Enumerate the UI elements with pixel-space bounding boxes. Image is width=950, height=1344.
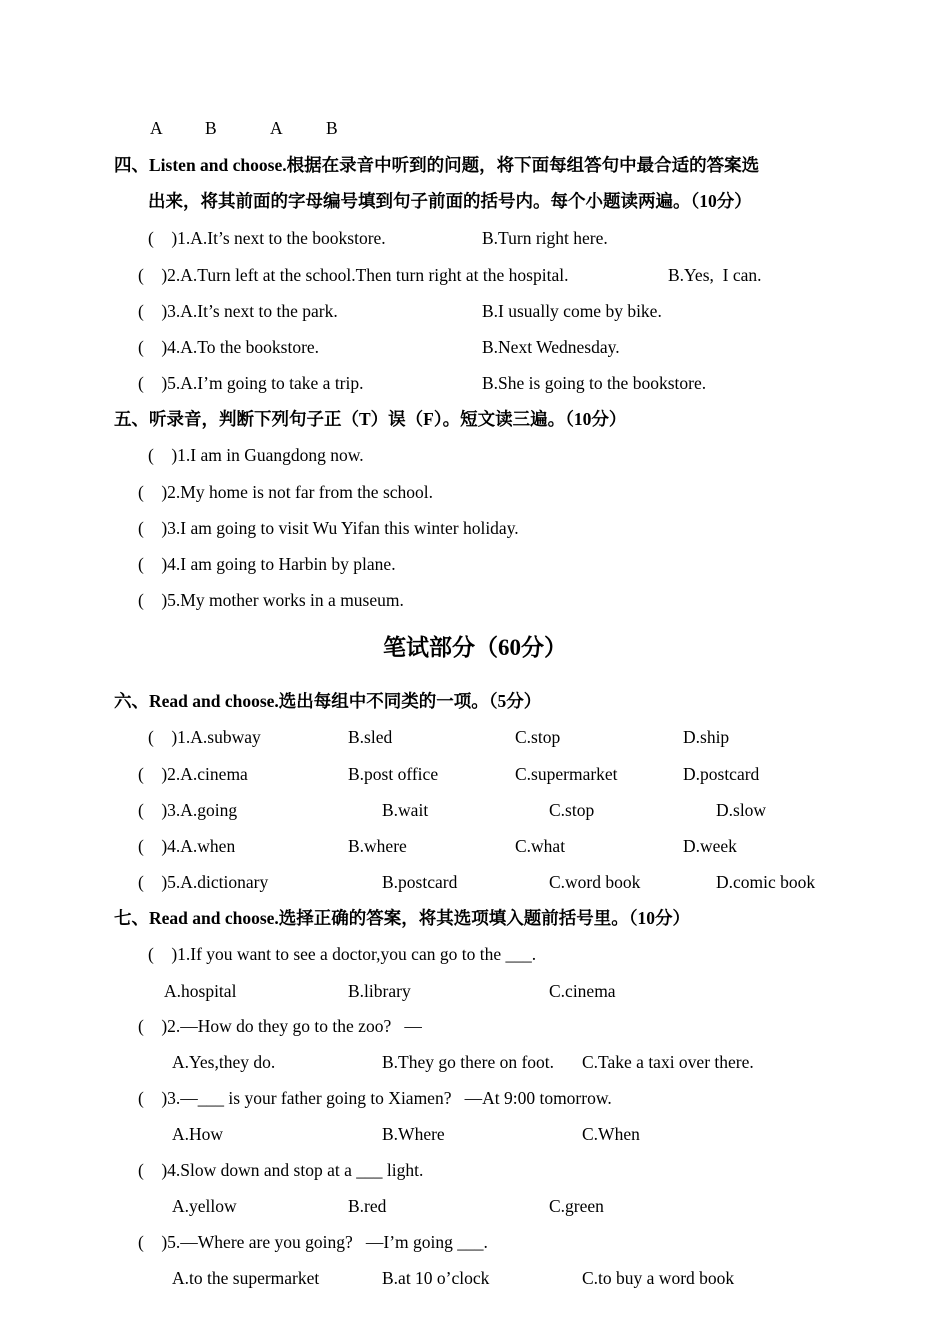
s7-q5: ( )5.—Where are you going? —I’m going ___. [138, 1232, 488, 1252]
s4-q1-b: B.Turn right here. [482, 228, 608, 248]
s7-q4-a: A.yellow [172, 1196, 237, 1216]
s7-q5-a: A.to the supermarket [172, 1268, 320, 1288]
s5-q3: ( )3.I am going to visit Wu Yifan this winter holiday. [138, 518, 519, 538]
s5-q4: ( )4.I am going to Harbin by plane. [138, 554, 396, 574]
s6-q3-b: B.wait [382, 800, 429, 820]
section4-heading-cont: 出来，将其前面的字母编号填到句子前面的括号内。每个小题读两遍。（10分） [148, 191, 752, 211]
section4-heading: 四、Listen and choose.根据在录音中听到的问题，将下面每组答句中最合适的答案选 [114, 155, 760, 175]
s7-q4: ( )4.Slow down and stop at a ___ light. [138, 1160, 424, 1180]
s6-q4-d: D.week [683, 836, 737, 856]
section5-heading: 五、听录音，判断下列句子正（T）误（F）。短文读三遍。（10分） [114, 409, 627, 429]
s6-q2-d: D.postcard [683, 764, 760, 784]
s4-q5: ( )5.A.I’m going to take a trip. [138, 373, 364, 393]
option-label-b2: B [326, 118, 338, 138]
s6-q5-c: C.word book [549, 872, 641, 892]
s6-q2-a: ( )2.A.cinema [138, 764, 248, 784]
s7-q4-c: C.green [549, 1196, 604, 1216]
s4-q1: ( )1.A.It’s next to the bookstore. [148, 228, 386, 248]
s4-q4: ( )4.A.To the bookstore. [138, 337, 320, 357]
s7-q5-c: C.to buy a word book [582, 1268, 735, 1288]
s6-q1-a: ( )1.A.subway [148, 727, 261, 747]
section6-heading: 六、Read and choose.选出每组中不同类的一项。（5分） [114, 691, 542, 711]
s6-q4-b: B.where [348, 836, 407, 856]
s7-q1: ( )1.If you want to see a doctor,you can go to the ___. [148, 944, 537, 964]
s4-q4-b: B.Next Wednesday. [482, 337, 620, 357]
s7-q4-b: B.red [348, 1196, 387, 1216]
option-label-a2: A [270, 118, 283, 138]
s6-q5-d: D.comic book [716, 872, 816, 892]
s4-q5-b: B.She is going to the bookstore. [482, 373, 707, 393]
s7-q1-a: A.hospital [164, 981, 237, 1001]
s4-q2: ( )2.A.Turn left at the school.Then turn right at the hospital. [138, 265, 569, 285]
s6-q5-a: ( )5.A.dictionary [138, 872, 269, 892]
s7-q1-b: B.library [348, 981, 411, 1001]
s4-q3-b: B.I usually come by bike. [482, 301, 662, 321]
s5-q5: ( )5.My mother works in a museum. [138, 590, 404, 610]
s7-q5-b: B.at 10 o’clock [382, 1268, 490, 1288]
s6-q4-a: ( )4.A.when [138, 836, 236, 856]
written-part-title: 笔试部分（60分） [383, 635, 567, 660]
s6-q3-c: C.stop [549, 800, 595, 820]
s7-q1-c: C.cinema [549, 981, 616, 1001]
option-label-b1: B [205, 118, 217, 138]
s7-q3-a: A.How [172, 1124, 224, 1144]
s7-q2-c: C.Take a taxi over there. [582, 1052, 754, 1072]
section7-heading: 七、Read and choose.选择正确的答案，将其选项填入题前括号里。（10分） [114, 908, 691, 928]
s7-q2-b: B.They go there on foot. [382, 1052, 555, 1072]
s6-q1-b: B.sled [348, 727, 393, 747]
s4-q3: ( )3.A.It’s next to the park. [138, 301, 338, 321]
s7-q3: ( )3.—___ is your father going to Xiamen? —At 9:00 tomorrow. [138, 1088, 612, 1108]
s6-q1-d: D.ship [683, 727, 730, 747]
s6-q2-c: C.supermarket [515, 764, 618, 784]
option-label-a1: A [150, 118, 163, 138]
s7-q3-c: C.When [582, 1124, 640, 1144]
s5-q2: ( )2.My home is not far from the school. [138, 482, 434, 502]
s6-q5-b: B.postcard [382, 872, 458, 892]
s6-q2-b: B.post office [348, 764, 439, 784]
s7-q2: ( )2.—How do they go to the zoo? — [138, 1016, 422, 1036]
s4-q2-b: B.Yes, I can. [668, 265, 762, 285]
s6-q1-c: C.stop [515, 727, 561, 747]
s6-q3-d: D.slow [716, 800, 767, 820]
s7-q3-b: B.Where [382, 1124, 445, 1144]
s5-q1: ( )1.I am in Guangdong now. [148, 445, 364, 465]
s6-q4-c: C.what [515, 836, 566, 856]
s6-q3-a: ( )3.A.going [138, 800, 238, 820]
s7-q2-a: A.Yes,they do. [172, 1052, 276, 1072]
